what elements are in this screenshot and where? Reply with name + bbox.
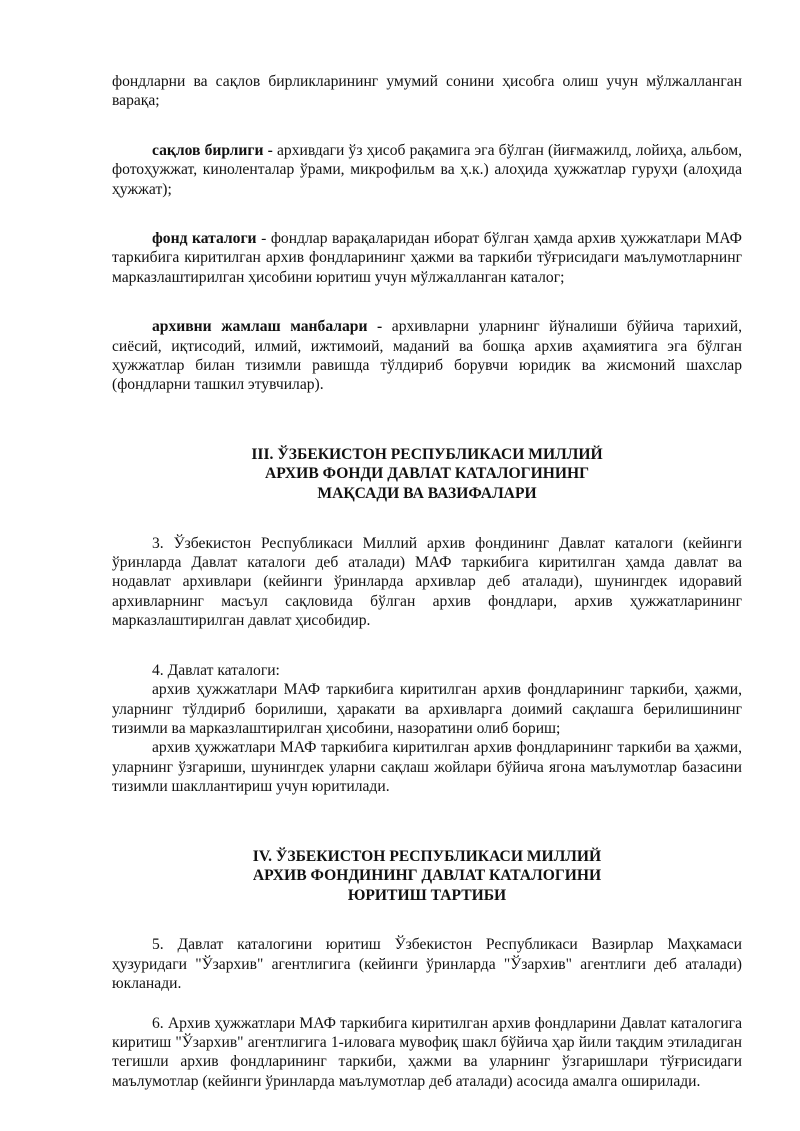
definition-text: - фондлар варақаларидан иборат бўлган ҳамда архив ҳужжатлари МАФ таркибига киритилган архив фондларининг ҳажми ва таркиби тўғрисидаги маълумотларнинг марказлаштирилган ҳисобини юритиш учун мўлжалланган каталог; [112,230,742,286]
paragraph-6: 6. Архив ҳужжатлари МАФ таркибига киритилган архив фондларини Давлат каталогига киритиш "Ўзархив" агентлигига 1-иловага мувофиқ шакл бўйича ҳар йили тақдим этиладиган тегишли архив фондларининг таркиби, ҳажми ва уларнинг ўзгаришлари тўғрисидаги маълумотлар (кейинги ўринларда маълумотлар деб аталади) асосида амалга оширилади. [112,1014,742,1090]
definition-storage-unit [112,141,742,199]
intro-paragraph: фондларни ва сақлов бирликларининг умумий сонини ҳисобга олиш учун мўлжалланган варақа; [112,73,742,110]
paragraph-4-title: 4. Давлат каталоги: [152,661,280,679]
definition-term: архивни жамлаш манбалари - [152,318,383,336]
paragraph-4-item-1: архив ҳужжатлари МАФ таркибига киритилган архив фондларининг таркиби, ҳажми, уларнинг тўлдириб борилиши, ҳаракати ва архивларга доимий сақлашга берилишининг тизимли ва марказлаштирилган ҳисобини, назоратини олиб бориш; [112,681,742,737]
definition-text: архивларни уларнинг йўналиши бўйича тарихий, сиёсий, иқтисодий, илмий, ижтимоий, маданий ва бошқа архив аҳамиятига эга бўлган ҳужжатлар билан тизимли равишда тўлдириб борувчи юридик ва жисмоний шахслар (фондларни ташкил этувчилар). [112,318,742,394]
paragraph-5: 5. Давлат каталогини юритиш Ўзбекистон Республикаси Вазирлар Маҳкамаси ҳузуридаги "Ўзархив" агентлигига (кейинги ўринларда "Ўзархив" агентлиги деб аталади) юкланади. [112,936,742,993]
paragraph-3: 3. Ўзбекистон Республикаси Миллий архив фондининг Давлат каталоги (кейинги ўринларда Давлат каталоги деб аталади) МАФ таркибига киритилган ҳамда давлат ва нодавлат архивлари (кейинги ўринларда архивлар деб аталади), шунингдек идоравий архивларнинг масъул сақловида бўлган архив фондлари, архив ҳужжатларининг марказлаштирилган давлат ҳисобидир. [112,534,742,630]
heading-line: III. ЎЗБЕКИСТОН РЕСПУБЛИКАСИ МИЛЛИЙ [251,445,603,463]
definition-fund-catalog [112,229,742,287]
definition-archive-sources [112,317,742,395]
heading-line: АРХИВ ФОНДИ ДАВЛАТ КАТАЛОГИНИНГ [264,465,590,483]
heading-line: IV. ЎЗБЕКИСТОН РЕСПУБЛИКАСИ МИЛЛИЙ [252,847,602,865]
paragraph-4-item-2: архив ҳужжатлари МАФ таркибига киритилган архив фондларининг таркиби ва ҳажми, уларнинг ўзгариши, шунингдек уларни сақлаш жойлари бўйича ягона маълумотлар базасини тизимли шакллантириш учун юритилади. [112,739,742,796]
section-3-heading [112,445,742,504]
heading-line: ЮРИТИШ ТАРТИБИ [347,886,507,904]
heading-line: МАҚСАДИ ВА ВАЗИФАЛАРИ [317,485,537,503]
definition-term: фонд каталоги [152,230,257,248]
definition-term: сақлов бирлиги - [152,141,273,159]
heading-line: АРХИВ ФОНДИНИНГ ДАВЛАТ КАТАЛОГИНИ [252,867,602,885]
definition-text: архивдаги ўз ҳисоб рақамига эга бўлган (йиғмажилд, лойиҳа, альбом, фотоҳужжат, киноленталар ўрами, микрофильм ва ҳ.к.) алоҳида ҳужжатлар гуруҳи (алоҳида ҳужжат); [112,141,742,198]
section-4-heading [112,847,742,906]
